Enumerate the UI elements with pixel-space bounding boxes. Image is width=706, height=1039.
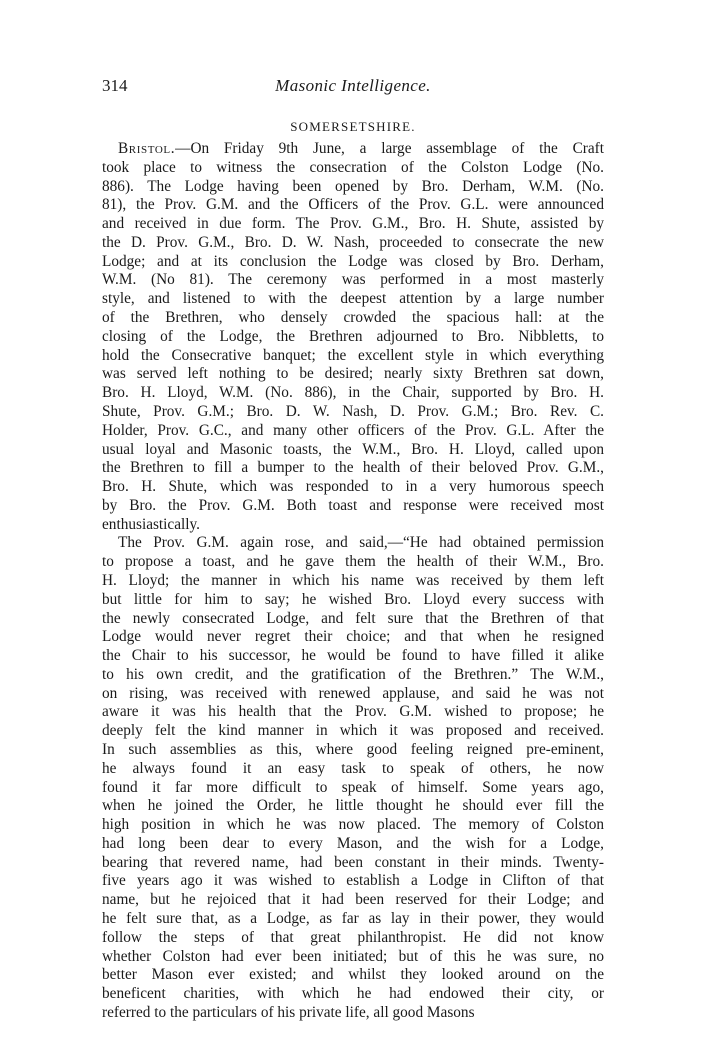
text-line bbox=[102, 703, 604, 722]
text-line bbox=[102, 891, 604, 910]
line-text: style, and listened to with the deepest attention by a large number bbox=[102, 290, 604, 308]
text-line bbox=[102, 403, 604, 422]
text-line bbox=[102, 854, 604, 873]
line-text: of the Brethren, who densely crowded the spacious hall: at the bbox=[102, 309, 604, 327]
text-line bbox=[102, 948, 604, 967]
line-text: beneficent charities, with which he had endowed their city, or bbox=[102, 985, 604, 1003]
line-text: was served left nothing to be desired; nearly sixty Brethren sat down, bbox=[102, 365, 604, 383]
text-line bbox=[102, 779, 604, 798]
text-line bbox=[102, 196, 604, 215]
line-text: referred to the particulars of his private life, all good Masons bbox=[102, 1003, 475, 1021]
text-line bbox=[102, 459, 604, 478]
paragraph bbox=[102, 140, 604, 534]
text-line bbox=[102, 647, 604, 666]
line-text: he always found it an easy task to speak of others, he now bbox=[102, 759, 604, 777]
text-line bbox=[102, 253, 604, 272]
line-text: usual loyal and Masonic toasts, the W.M., Bro. H. Lloyd, called upon bbox=[102, 440, 604, 458]
line-text: Lodge would never regret their choice; and that when he resigned bbox=[102, 628, 604, 646]
text-line bbox=[102, 572, 604, 591]
line-text: Bro. H. Shute, which was responded to in a very humorous speech bbox=[102, 478, 604, 496]
running-title: Masonic Intelligence. bbox=[275, 76, 431, 95]
line-text: 81), the Prov. G.M. and the Officers of the Prov. G.L. were announced bbox=[102, 196, 604, 214]
text-line bbox=[102, 666, 604, 685]
text-line bbox=[102, 722, 604, 741]
text-line bbox=[102, 760, 604, 779]
line-text: when he joined the Order, he little thought he should ever fill the bbox=[102, 797, 604, 815]
text-line bbox=[102, 741, 604, 760]
line-text: H. Lloyd; the manner in which his name was received by them left bbox=[102, 571, 604, 589]
place-name-lead: Bristol. bbox=[118, 140, 176, 157]
line-text: had long been dear to every Mason, and the wish for a Lodge, bbox=[102, 834, 604, 852]
text-line bbox=[102, 290, 604, 309]
text-line bbox=[102, 309, 604, 328]
text-line bbox=[102, 534, 604, 553]
text-line bbox=[102, 159, 604, 178]
line-text: closing of the Lodge, the Brethren adjourned to Bro. Nibbletts, to bbox=[102, 327, 604, 345]
line-text: found it far more difficult to speak of himself. Some years ago, bbox=[102, 778, 604, 796]
line-text: Shute, Prov. G.M.; Bro. D. W. Nash, D. Prov. G.M.; Bro. Rev. C. bbox=[102, 402, 604, 420]
line-text: by Bro. the Prov. G.M. Both toast and response were received most bbox=[102, 496, 604, 514]
text-line bbox=[102, 610, 604, 629]
text-line bbox=[102, 178, 604, 197]
text-line bbox=[102, 985, 604, 1004]
text-line bbox=[102, 910, 604, 929]
line-text: follow the steps of that great philanthropist. He did not know bbox=[102, 928, 604, 946]
page bbox=[102, 72, 604, 1023]
text-line bbox=[102, 516, 604, 535]
line-text: Bro. H. Lloyd, W.M. (No. 886), in the Chair, supported by Bro. H. bbox=[102, 384, 604, 402]
text-line bbox=[102, 929, 604, 948]
line-text: hold the Consecrative banquet; the excellent style in which everything bbox=[102, 346, 604, 364]
line-text: Holder, Prov. G.C., and many other officers of the Prov. G.L. After the bbox=[102, 421, 604, 439]
line-text: The Prov. G.M. again rose, and said,—“He had obtained permission bbox=[118, 534, 604, 552]
line-text: the D. Prov. G.M., Bro. D. W. Nash, proceeded to consecrate the new bbox=[102, 233, 604, 251]
text-line bbox=[102, 384, 604, 403]
section-heading: SOMERSETSHIRE. bbox=[290, 119, 416, 134]
text-line bbox=[102, 422, 604, 441]
line-text: W.M. (No 81). The ceremony was performed in a most masterly bbox=[102, 271, 604, 289]
text-line bbox=[102, 441, 604, 460]
line-text: 886). The Lodge having been opened by Bro. Derham, W.M. (No. bbox=[102, 177, 604, 195]
line-text: name, but he rejoiced that it had been reserved for their Lodge; and bbox=[102, 891, 604, 909]
line-text: aware it was his health that the Prov. G.M. wished to propose; he bbox=[102, 703, 604, 721]
paragraph bbox=[102, 534, 604, 1022]
line-text: better Mason ever existed; and whilst they looked around on the bbox=[102, 966, 604, 984]
running-header bbox=[102, 72, 604, 100]
text-line bbox=[102, 1004, 604, 1023]
line-text: high position in which he was now placed. The memory of Colston bbox=[102, 816, 604, 834]
text-line bbox=[102, 478, 604, 497]
line-text: —On Friday 9th June, a large assemblage of the Craft bbox=[175, 140, 604, 157]
line-text: took place to witness the consecration of the Colston Lodge (No. bbox=[102, 158, 604, 176]
line-text: but little for him to say; he wished Bro. Lloyd every success with bbox=[102, 590, 604, 608]
line-text: the Chair to his successor, he would be found to have filled it alike bbox=[102, 647, 604, 665]
line-text: to his own credit, and the gratification of the Brethren.” The W.M., bbox=[102, 665, 604, 683]
line-text: the newly consecrated Lodge, and felt sure that the Brethren of that bbox=[102, 609, 604, 627]
text-line bbox=[102, 816, 604, 835]
line-text: on rising, was received with renewed applause, and said he was not bbox=[102, 684, 604, 702]
text-line bbox=[102, 365, 604, 384]
text-line bbox=[102, 497, 604, 516]
text-line bbox=[102, 685, 604, 704]
line-text: Lodge; and at its conclusion the Lodge was closed by Bro. Derham, bbox=[102, 252, 604, 270]
text-line bbox=[102, 328, 604, 347]
article-body bbox=[102, 140, 604, 1023]
text-line bbox=[102, 591, 604, 610]
text-line bbox=[102, 347, 604, 366]
text-line bbox=[102, 234, 604, 253]
line-text: In such assemblies as this, where good feeling reigned pre-eminent, bbox=[102, 741, 604, 758]
line-text: whether Colston had ever been initiated; but of this he was sure, no bbox=[102, 947, 604, 965]
text-line bbox=[102, 215, 604, 234]
line-text: to propose a toast, and he gave them the health of their W.M., Bro. bbox=[102, 553, 604, 571]
line-text: enthusiastically. bbox=[102, 515, 200, 533]
line-text: he felt sure that, as a Lodge, as far as lay in their power, they would bbox=[102, 910, 604, 928]
line-text: deeply felt the kind manner in which it was proposed and received. bbox=[102, 722, 604, 740]
text-line bbox=[102, 140, 604, 159]
text-line bbox=[102, 271, 604, 290]
text-line bbox=[102, 553, 604, 572]
text-line bbox=[102, 628, 604, 647]
text-line bbox=[102, 872, 604, 891]
text-line bbox=[102, 966, 604, 985]
text-line bbox=[102, 797, 604, 816]
line-text: the Brethren to fill a bumper to the health of their beloved Prov. G.M., bbox=[102, 459, 604, 477]
line-text: bearing that revered name, had been constant in their minds. Twenty- bbox=[102, 853, 604, 871]
line-text: five years ago it was wished to establish a Lodge in Clifton of that bbox=[102, 872, 604, 890]
line-text: and received in due form. The Prov. G.M., Bro. H. Shute, assisted by bbox=[102, 215, 604, 233]
text-line bbox=[102, 835, 604, 854]
page-number: 314 bbox=[102, 76, 128, 95]
